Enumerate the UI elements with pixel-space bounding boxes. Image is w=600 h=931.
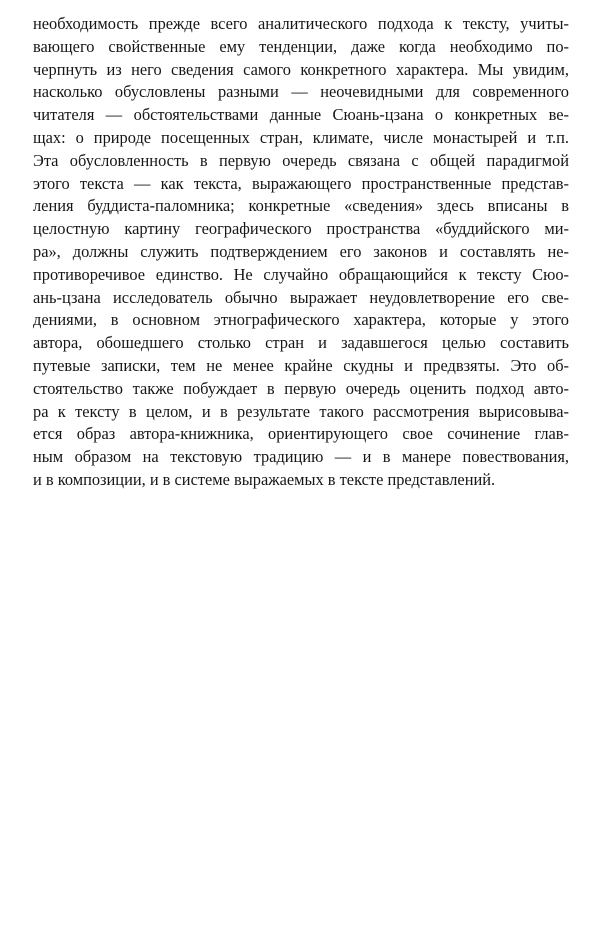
text-line-8: этого текста — как текста, выражающего пространственные представ- <box>33 173 569 193</box>
text-line-1: необходимость прежде всего аналитического подхода к тексту, учиты- <box>33 14 569 33</box>
text-line-13: ань-цзана исследователь обычно выражает неудовлетворение его све- <box>33 287 569 307</box>
text-line-10: целостную картину географического пространства «буддийского ми- <box>33 219 569 239</box>
body-paragraph <box>33 13 569 492</box>
text-line-7: Эта обусловленность в первую очередь связана с общей парадигмой <box>33 150 569 170</box>
text-line-19: ется образ автора-книжника, ориентирующего свое сочинение глав- <box>33 424 569 444</box>
text-line-20: ным образом на текстовую традицию — и в манере повествования, <box>33 447 569 467</box>
text-line-21: и в композиции, и в системе выражаемых в тексте представлений. <box>33 469 496 489</box>
text-line-3: черпнуть из него сведения самого конкретного характера. Мы увидим, <box>33 59 569 79</box>
text-line-12: противоречивое единство. Не случайно обращающийся к тексту Сюо- <box>33 264 569 284</box>
text-line-2: вающего свойственные ему тенденции, даже когда необходимо по- <box>33 36 569 56</box>
text-line-17: стоятельство также побуждает в первую очередь оценить подход авто- <box>33 378 569 398</box>
text-line-5: читателя — обстоятельствами данные Сюань-цзана о конкретных ве- <box>33 105 569 125</box>
text-line-18: ра к тексту в целом, и в результате такого рассмотрения вырисовыва- <box>33 401 569 421</box>
text-line-16: путевые записки, тем не менее крайне скудны и предвзяты. Это об- <box>33 355 569 375</box>
text-line-14: дениями, в основном этнографического характера, которые у этого <box>33 310 569 330</box>
text-line-11: ра», должны служить подтверждением его законов и составлять не- <box>33 241 569 261</box>
text-line-6: щах: о природе посещенных стран, климате, числе монастырей и т.п. <box>33 127 569 147</box>
text-line-9: ления буддиста-паломника; конкретные «сведения» здесь вписаны в <box>33 196 569 216</box>
text-line-15: автора, обошедшего столько стран и задавшегося целью составить <box>33 333 569 353</box>
text-line-4: насколько обусловлены разными — неочевидными для современного <box>33 82 569 102</box>
